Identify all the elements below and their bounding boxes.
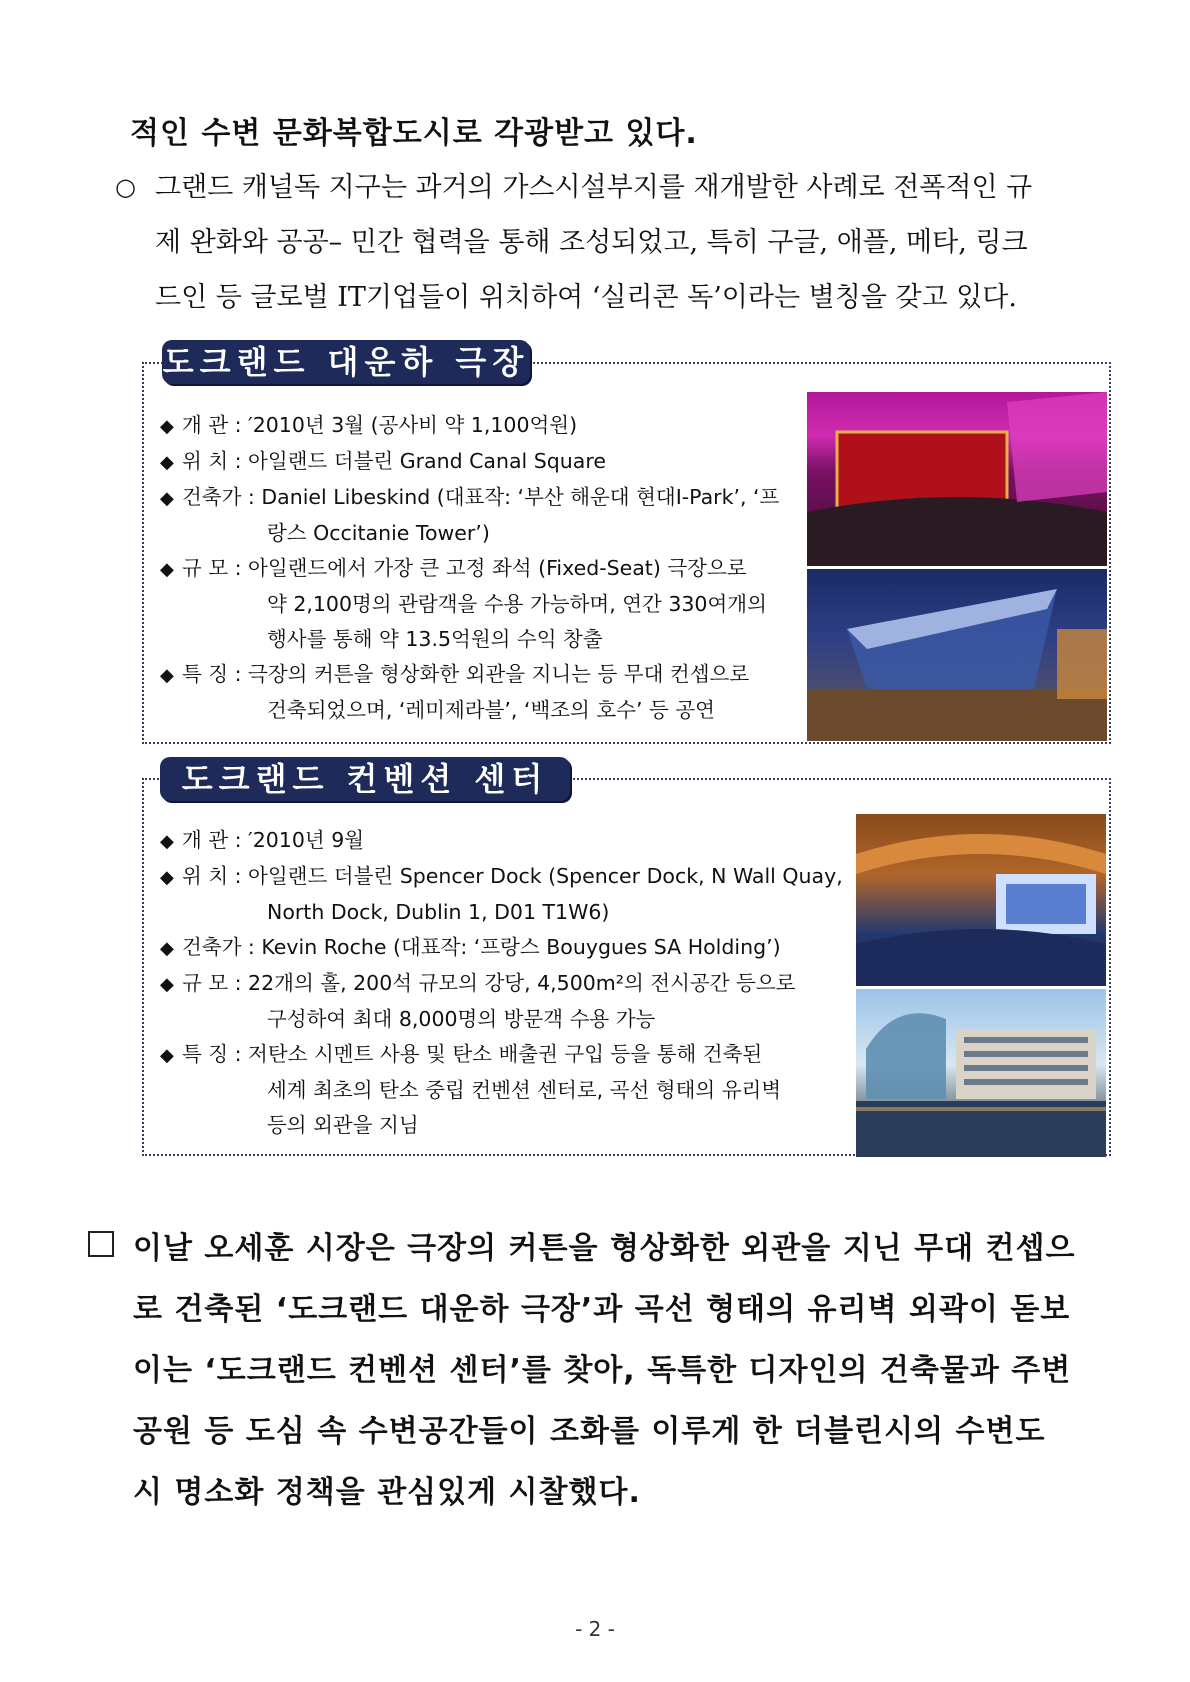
- detail-text: 특 징 : 저탄소 시멘트 사용 및 탄소 배출권 구입 등을 통해 건축된: [182, 1042, 763, 1066]
- convention-exterior-photo: [856, 989, 1106, 1157]
- detail-continuation: 등의 외관을 지님: [267, 1113, 419, 1137]
- detail-item: [160, 930, 850, 966]
- detail-continuation: 건축되었으며, ‘레미제라블’, ‘백조의 호수’ 등 공연: [267, 698, 715, 722]
- convention-title: 도크랜드 컨벤션 센터: [160, 757, 570, 801]
- detail-text: 위 치 : 아일랜드 더블린 Grand Canal Square: [182, 449, 606, 473]
- detail-text: 위 치 : 아일랜드 더블린 Spencer Dock (Spencer Dock, N Wall Quay,: [182, 864, 843, 888]
- detail-continuation: 랑스 Occitanie Tower’): [267, 521, 490, 545]
- detail-item: [160, 444, 800, 480]
- paragraph-line: 이는 ‘도크랜드 컨벤션 센터’를 찾아, 독특한 디자인의 건축물과 주변: [133, 1353, 1072, 1388]
- paragraph-line: 그랜드 캐널독 지구는 과거의 가스시설부지를 재개발한 사례로 전폭적인 규: [155, 172, 1033, 203]
- detail-text: 규 모 : 22개의 홀, 200석 규모의 강당, 4,500m²의 전시공간 등으로: [182, 971, 796, 995]
- circle-bullet-icon: ○: [115, 173, 136, 201]
- detail-text: 규 모 : 아일랜드에서 가장 큰 고정 좌석 (Fixed-Seat) 극장으로: [182, 556, 747, 580]
- diamond-bullet-icon: ◆: [160, 488, 174, 509]
- detail-text: 건축가 : Daniel Libeskind (대표작: ‘부산 해운대 현대I-Park’, ‘프: [182, 485, 780, 509]
- theatre-details: [160, 408, 800, 728]
- paragraph-line: 로 건축된 ‘도크랜드 대운하 극장’과 곡선 형태의 유리벽 외곽이 돋보: [133, 1292, 1071, 1327]
- square-bullet-icon: [88, 1231, 114, 1257]
- circle-paragraph: [115, 160, 1100, 325]
- detail-item: [160, 657, 800, 728]
- detail-item: [160, 859, 850, 930]
- paragraph-line: 시 명소화 정책을 관심있게 시찰했다.: [133, 1475, 641, 1510]
- theatre-exterior-photo: [807, 569, 1107, 741]
- detail-text: 특 징 : 극장의 커튼을 형상화한 외관을 지니는 등 무대 컨셉으로: [182, 662, 750, 686]
- diamond-bullet-icon: ◆: [160, 831, 174, 852]
- convention-details: [160, 823, 850, 1143]
- detail-item: [160, 408, 800, 444]
- theatre-interior-photo: [807, 392, 1107, 566]
- detail-continuation: 행사를 통해 약 13.5억원의 수익 창출: [267, 627, 603, 651]
- intro-line: 적인 수변 문화복합도시로 각광받고 있다.: [130, 116, 698, 151]
- convention-interior-photo: [856, 814, 1106, 986]
- detail-item: [160, 1037, 850, 1143]
- diamond-bullet-icon: ◆: [160, 452, 174, 473]
- diamond-bullet-icon: ◆: [160, 559, 174, 580]
- detail-text: 건축가 : Kevin Roche (대표작: ‘프랑스 Bouygues SA Holding’): [182, 935, 781, 959]
- diamond-bullet-icon: ◆: [160, 974, 174, 995]
- detail-item: [160, 551, 800, 657]
- paragraph-line: 공원 등 도심 속 수변공간들이 조화를 이루게 한 더블린시의 수변도: [133, 1414, 1046, 1449]
- detail-item: [160, 966, 850, 1037]
- diamond-bullet-icon: ◆: [160, 1045, 174, 1066]
- detail-item: [160, 823, 850, 859]
- detail-continuation: North Dock, Dublin 1, D01 T1W6): [267, 900, 610, 924]
- theatre-title: 도크랜드 대운하 극장: [162, 340, 530, 384]
- detail-continuation: 세계 최초의 탄소 중립 컨벤션 센터로, 곡선 형태의 유리벽: [267, 1078, 782, 1102]
- paragraph-line: 제 완화와 공공– 민간 협력을 통해 조성되었고, 특히 구글, 애플, 메타, 링크: [155, 227, 1028, 258]
- paragraph-line: 드인 등 글로벌 IT기업들이 위치하여 ‘실리콘 독’이라는 별칭을 갖고 있다.: [155, 282, 1017, 313]
- diamond-bullet-icon: ◆: [160, 416, 174, 437]
- detail-continuation: 구성하여 최대 8,000명의 방문객 수용 가능: [267, 1007, 656, 1031]
- square-paragraph: [88, 1218, 1118, 1523]
- detail-text: 개 관 : ′2010년 3월 (공사비 약 1,100억원): [182, 413, 578, 437]
- page-number: - 2 -: [575, 1617, 615, 1641]
- detail-item: [160, 480, 800, 551]
- detail-continuation: 약 2,100명의 관람객을 수용 가능하며, 연간 330여개의: [267, 592, 767, 616]
- paragraph-line: 이날 오세훈 시장은 극장의 커튼을 형상화한 외관을 지닌 무대 컨셉으: [133, 1231, 1076, 1266]
- diamond-bullet-icon: ◆: [160, 665, 174, 686]
- detail-text: 개 관 : ′2010년 9월: [182, 828, 365, 852]
- diamond-bullet-icon: ◆: [160, 938, 174, 959]
- diamond-bullet-icon: ◆: [160, 867, 174, 888]
